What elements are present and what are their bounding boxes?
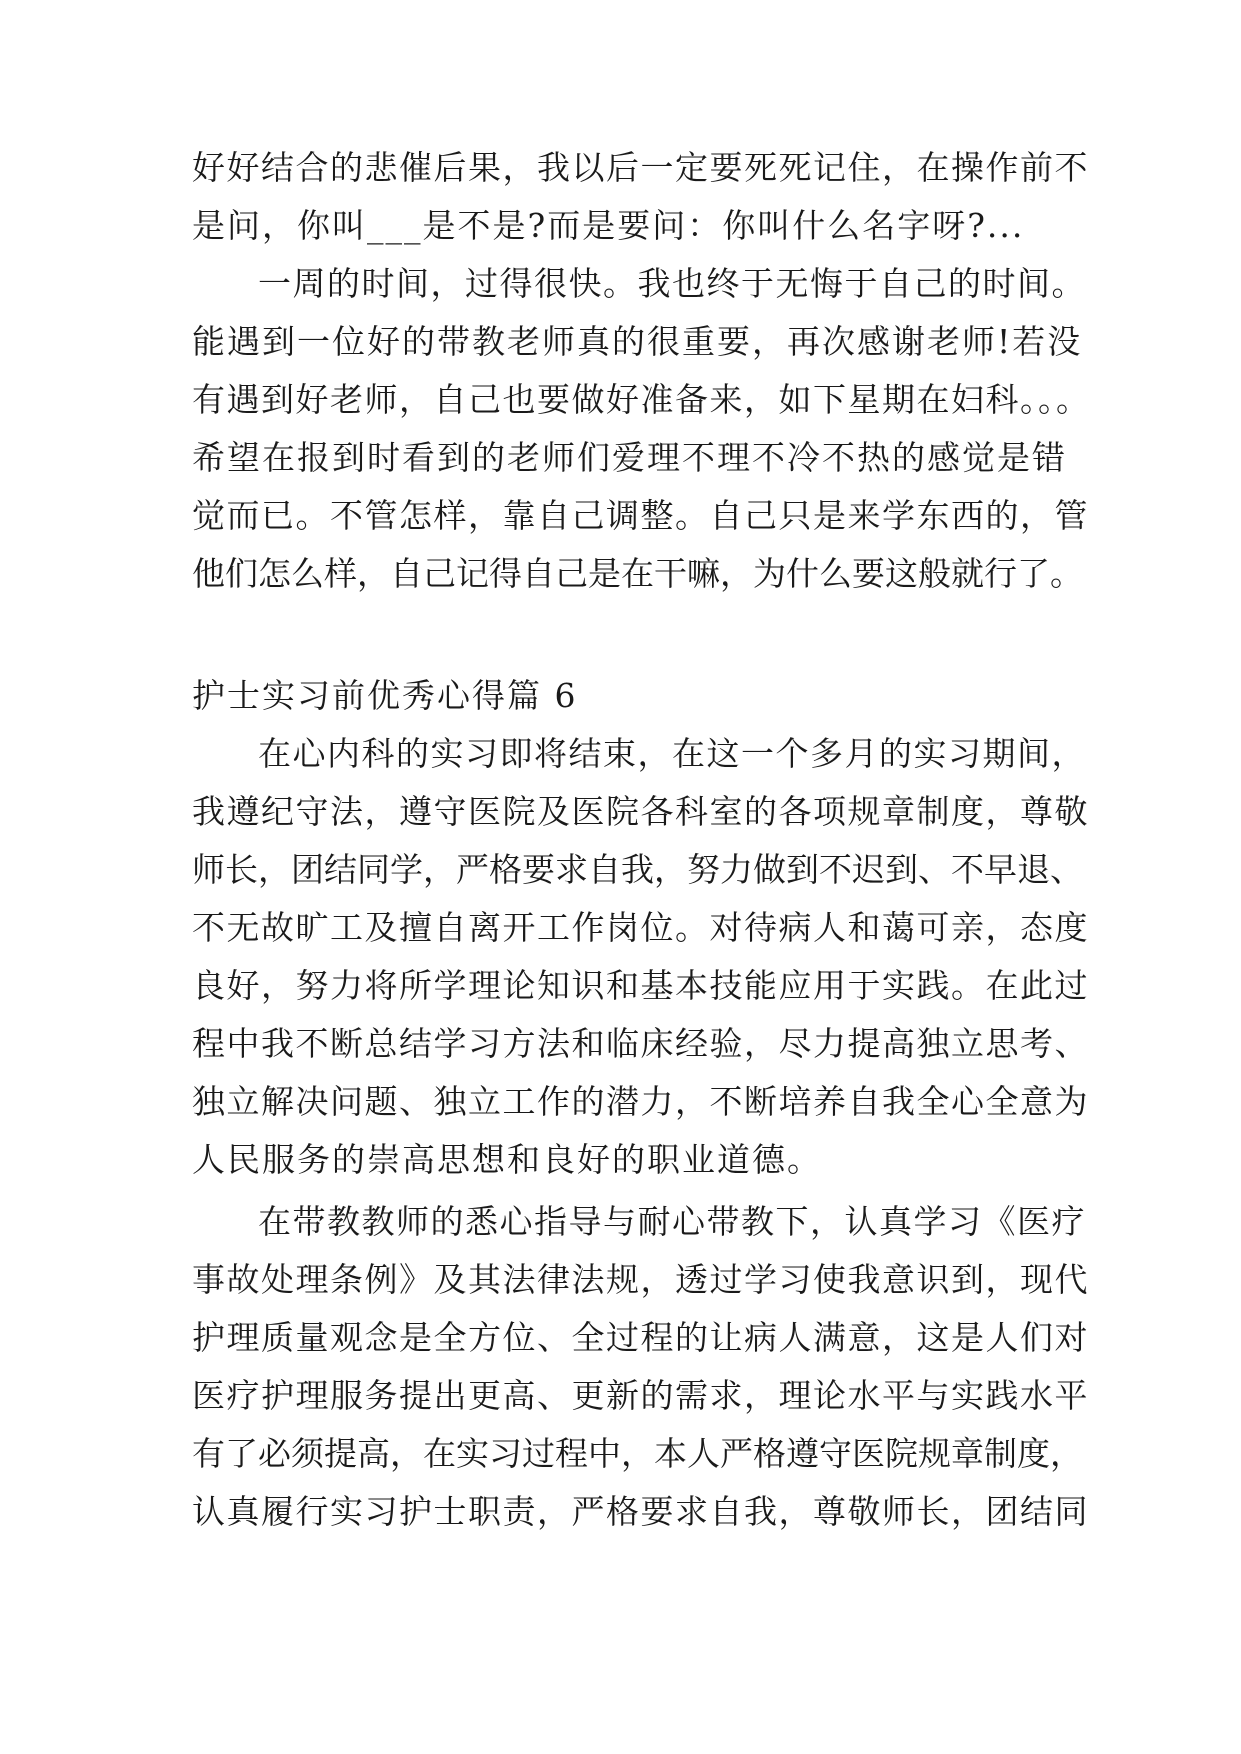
text-line: 认真履行实习护士职责，严格要求自我，尊敬师长，团结同 xyxy=(192,1492,1089,1531)
text-line: 程中我不断总结学习方法和临床经验，尽力提高独立思考、 xyxy=(192,1024,1089,1063)
text-line: 好好结合的悲催后果，我以后一定要死死记住，在操作前不 xyxy=(192,148,1089,187)
text-line: 是问，你叫___是不是?而是要问：你叫什么名字呀?... xyxy=(192,206,1025,245)
text-line: 我遵纪守法，遵守医院及医院各科室的各项规章制度，尊敬 xyxy=(192,792,1089,831)
paragraph-start-line: 在带教教师的悉心指导与耐心带教下，认真学习《医疗 xyxy=(258,1202,1086,1241)
text-line: 事故处理条例》及其法律法规，透过学习使我意识到，现代 xyxy=(192,1260,1089,1299)
text-line: 良好，努力将所学理论知识和基本技能应用于实践。在此过 xyxy=(192,966,1089,1005)
paragraph-start-line: 在心内科的实习即将结束，在这一个多月的实习期间， xyxy=(258,734,1086,773)
text-line: 有了必须提高，在实习过程中，本人严格遵守医院规章制度， xyxy=(192,1434,1083,1473)
paragraph-start-line: 一周的时间，过得很快。我也终于无悔于自己的时间。 xyxy=(258,264,1086,303)
text-line: 能遇到一位好的带教老师真的很重要，再次感谢老师!若没 xyxy=(192,322,1083,361)
text-line: 有遇到好老师，自己也要做好准备来，如下星期在妇科。。。 xyxy=(192,380,1091,419)
section-heading: 护士实习前优秀心得篇 6 xyxy=(192,676,578,715)
text-line: 师长，团结同学，严格要求自我，努力做到不迟到、不早退、 xyxy=(192,850,1083,889)
text-line: 护理质量观念是全方位、全过程的让病人满意，这是人们对 xyxy=(192,1318,1089,1357)
text-line: 觉而已。不管怎样，靠自己调整。自己只是来学东西的，管 xyxy=(192,496,1089,535)
text-line: 独立解决问题、独立工作的潜力，不断培养自我全心全意为 xyxy=(192,1082,1089,1121)
text-line: 人民服务的崇高思想和良好的职业道德。 xyxy=(192,1140,822,1179)
text-line: 希望在报到时看到的老师们爱理不理不冷不热的感觉是错 xyxy=(192,438,1067,477)
text-line: 不无故旷工及擅自离开工作岗位。对待病人和蔼可亲，态度 xyxy=(192,908,1089,947)
text-line: 医疗护理服务提出更高、更新的需求，理论水平与实践水平 xyxy=(192,1376,1089,1415)
text-line: 他们怎么样，自己记得自己是在干嘛，为什么要这般就行了。 xyxy=(192,554,1083,593)
